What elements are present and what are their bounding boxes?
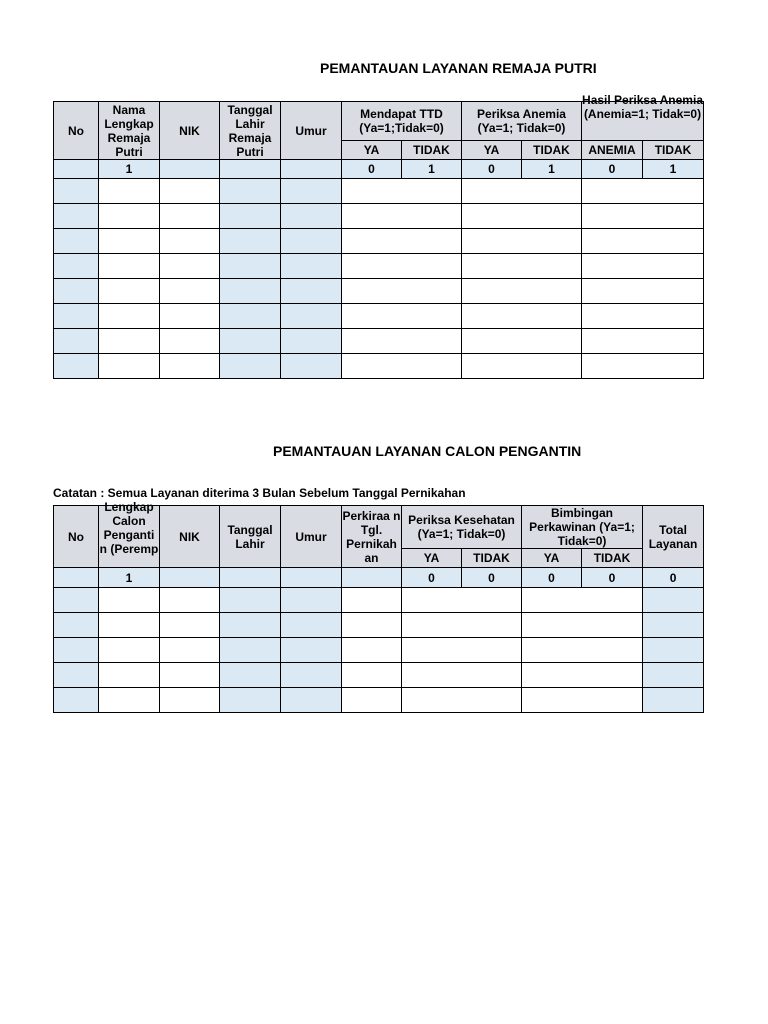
table-cell [54, 588, 99, 613]
table-cell [281, 613, 342, 638]
table-row [54, 304, 704, 329]
table-cell [220, 638, 281, 663]
table-cell [220, 279, 281, 304]
table-cell [342, 354, 462, 379]
table-cell [160, 354, 220, 379]
table-cell [99, 204, 160, 229]
subheader-hasil-tidak: TIDAK [643, 141, 704, 160]
table2-title: PEMANTAUAN LAYANAN CALON PENGANTIN [273, 443, 582, 459]
table-row [54, 179, 704, 204]
sample-value: 0 [462, 568, 522, 588]
table-cell [54, 229, 99, 254]
table-row [54, 229, 704, 254]
table-cell [220, 663, 281, 688]
table-cell [281, 304, 342, 329]
sample-value: 0 [582, 568, 643, 588]
table-cell [220, 329, 281, 354]
sample-value: 1 [643, 160, 704, 179]
table-cell [402, 613, 522, 638]
table-cell [342, 613, 402, 638]
header-tanggal-lahir: Tanggal Lahir Remaja Putri [220, 102, 281, 160]
remaja-putri-table [53, 93, 704, 379]
table-cell [220, 229, 281, 254]
table-cell [220, 304, 281, 329]
table-cell [99, 179, 160, 204]
subheader-kesehatan-ya: YA [402, 549, 462, 568]
table-cell [99, 304, 160, 329]
header-periksa-kesehatan: Periksa Kesehatan (Ya=1; Tidak=0) [402, 506, 522, 549]
table-cell [462, 229, 582, 254]
table-cell [342, 688, 402, 713]
table-cell [522, 588, 643, 613]
table-row [54, 354, 704, 379]
table-row [54, 329, 704, 354]
table-cell [342, 304, 462, 329]
table-cell [54, 663, 99, 688]
table1-title: PEMANTAUAN LAYANAN REMAJA PUTRI [320, 60, 597, 76]
table-cell [582, 254, 704, 279]
header-bimbingan-perkawinan: Bimbingan Perkawinan (Ya=1; Tidak=0) [522, 506, 643, 549]
table-cell [522, 613, 643, 638]
header-no: No [54, 506, 99, 568]
header-nama-text: Lengkap Calon Penganti n (Peremp [99, 499, 159, 556]
sample-nama: 1 [99, 160, 160, 179]
table-cell [281, 279, 342, 304]
header-umur: Umur [281, 506, 342, 568]
table-cell [342, 279, 462, 304]
table-cell [281, 638, 342, 663]
table-cell [342, 229, 462, 254]
table-cell [402, 588, 522, 613]
subheader-hasil-anemia: ANEMIA [582, 141, 643, 160]
table-cell [99, 354, 160, 379]
subheader-anemia-tidak: TIDAK [522, 141, 582, 160]
table-row [54, 568, 704, 588]
table-cell [220, 588, 281, 613]
table-cell [99, 588, 160, 613]
header-mendapat-ttd: Mendapat TTD (Ya=1;Tidak=0) [342, 102, 462, 141]
sample-value: 1 [522, 160, 582, 179]
table-cell [281, 329, 342, 354]
table-cell [462, 279, 582, 304]
table-cell [54, 638, 99, 663]
table-cell [54, 613, 99, 638]
table-cell [220, 688, 281, 713]
table-row [54, 688, 704, 713]
table-cell [342, 638, 402, 663]
table-cell [342, 663, 402, 688]
table2-note: Catatan : Semua Layanan diterima 3 Bulan Sebelum Tanggal Pernikahan [53, 486, 466, 500]
table-cell [462, 329, 582, 354]
table-cell [220, 354, 281, 379]
table-cell [54, 204, 99, 229]
table-cell [99, 663, 160, 688]
table-row [54, 638, 704, 663]
table-cell [462, 179, 582, 204]
table-cell [220, 204, 281, 229]
header-umur: Umur [281, 102, 342, 160]
subheader-anemia-ya: YA [462, 141, 522, 160]
table-cell [281, 663, 342, 688]
calon-pengantin-table [53, 499, 704, 713]
table-cell [342, 588, 402, 613]
table-cell [160, 229, 220, 254]
table-cell [160, 688, 220, 713]
header-nama: Nama Lengkap Remaja Putri [99, 102, 160, 160]
table-cell [522, 663, 643, 688]
table-cell [342, 179, 462, 204]
header-perkiraan-tgl-pernikahan: Perkiraa n Tgl. Pernikah an [342, 506, 402, 568]
table-cell [54, 254, 99, 279]
table-row [54, 279, 704, 304]
table-cell [160, 329, 220, 354]
header-nik: NIK [160, 102, 220, 160]
table-row [54, 663, 704, 688]
table-cell [643, 588, 704, 613]
header-nama [99, 499, 160, 568]
table-cell [281, 204, 342, 229]
sample-value: 0 [582, 160, 643, 179]
table-row [54, 160, 704, 179]
table-cell [522, 688, 643, 713]
table-cell [99, 638, 160, 663]
table-cell [160, 638, 220, 663]
table-cell [342, 254, 462, 279]
sample-value: 0 [462, 160, 522, 179]
subheader-ttd-tidak: TIDAK [402, 141, 462, 160]
table-cell [342, 204, 462, 229]
table-cell [582, 354, 704, 379]
table-cell [643, 638, 704, 663]
sample-value: 0 [402, 568, 462, 588]
table-cell [582, 329, 704, 354]
table-cell [220, 613, 281, 638]
sample-nama: 1 [99, 568, 160, 588]
table-cell [99, 279, 160, 304]
table-cell [643, 613, 704, 638]
sample-value: 0 [342, 160, 402, 179]
header-no: No [54, 102, 99, 160]
table-cell [281, 688, 342, 713]
subheader-kesehatan-tidak: TIDAK [462, 549, 522, 568]
table-cell [54, 329, 99, 354]
header-tanggal-lahir: Tanggal Lahir [220, 506, 281, 568]
table-cell [220, 254, 281, 279]
table-cell [99, 254, 160, 279]
table-cell [281, 179, 342, 204]
table-cell [160, 588, 220, 613]
subheader-bimbingan-ya: YA [522, 549, 582, 568]
table-cell [54, 279, 99, 304]
table-cell [99, 229, 160, 254]
table-cell [160, 254, 220, 279]
header-periksa-anemia: Periksa Anemia (Ya=1; Tidak=0) [462, 102, 582, 141]
table-cell [462, 354, 582, 379]
table-row [54, 204, 704, 229]
table-row [54, 254, 704, 279]
table-cell [643, 688, 704, 713]
table-row [54, 588, 704, 613]
table-cell [582, 279, 704, 304]
table-cell [54, 688, 99, 713]
table-cell [160, 304, 220, 329]
table-cell [99, 688, 160, 713]
table-cell [582, 229, 704, 254]
table-cell [402, 663, 522, 688]
table-cell [281, 588, 342, 613]
table-cell [582, 204, 704, 229]
subheader-ttd-ya: YA [342, 141, 402, 160]
table-cell [54, 179, 99, 204]
table-cell [462, 304, 582, 329]
header-nik: NIK [160, 506, 220, 568]
table-cell [160, 663, 220, 688]
table-cell [462, 204, 582, 229]
table-cell [342, 329, 462, 354]
table-cell [99, 329, 160, 354]
table-cell [160, 204, 220, 229]
sample-value: 0 [522, 568, 582, 588]
table-cell [643, 663, 704, 688]
table-cell [220, 179, 281, 204]
header-total-layanan: Total Layanan [643, 506, 704, 568]
table-cell [160, 179, 220, 204]
table-cell [99, 613, 160, 638]
table-cell [281, 354, 342, 379]
table-cell [281, 254, 342, 279]
header-hasil-periksa-anemia [582, 93, 704, 141]
table-cell [281, 229, 342, 254]
subheader-bimbingan-tidak: TIDAK [582, 549, 643, 568]
header-hasil-periksa-anemia-text: Hasil Periksa Anemia (Anemia=1; Tidak=0) [582, 93, 703, 121]
table-cell [402, 638, 522, 663]
table-cell [582, 304, 704, 329]
table-cell [402, 688, 522, 713]
table-cell [582, 179, 704, 204]
sample-value: 0 [643, 568, 704, 588]
table-cell [54, 304, 99, 329]
table-cell [160, 279, 220, 304]
table-cell [54, 354, 99, 379]
sample-value: 1 [402, 160, 462, 179]
table-cell [462, 254, 582, 279]
table-cell [522, 638, 643, 663]
table-row [54, 613, 704, 638]
table-cell [160, 613, 220, 638]
